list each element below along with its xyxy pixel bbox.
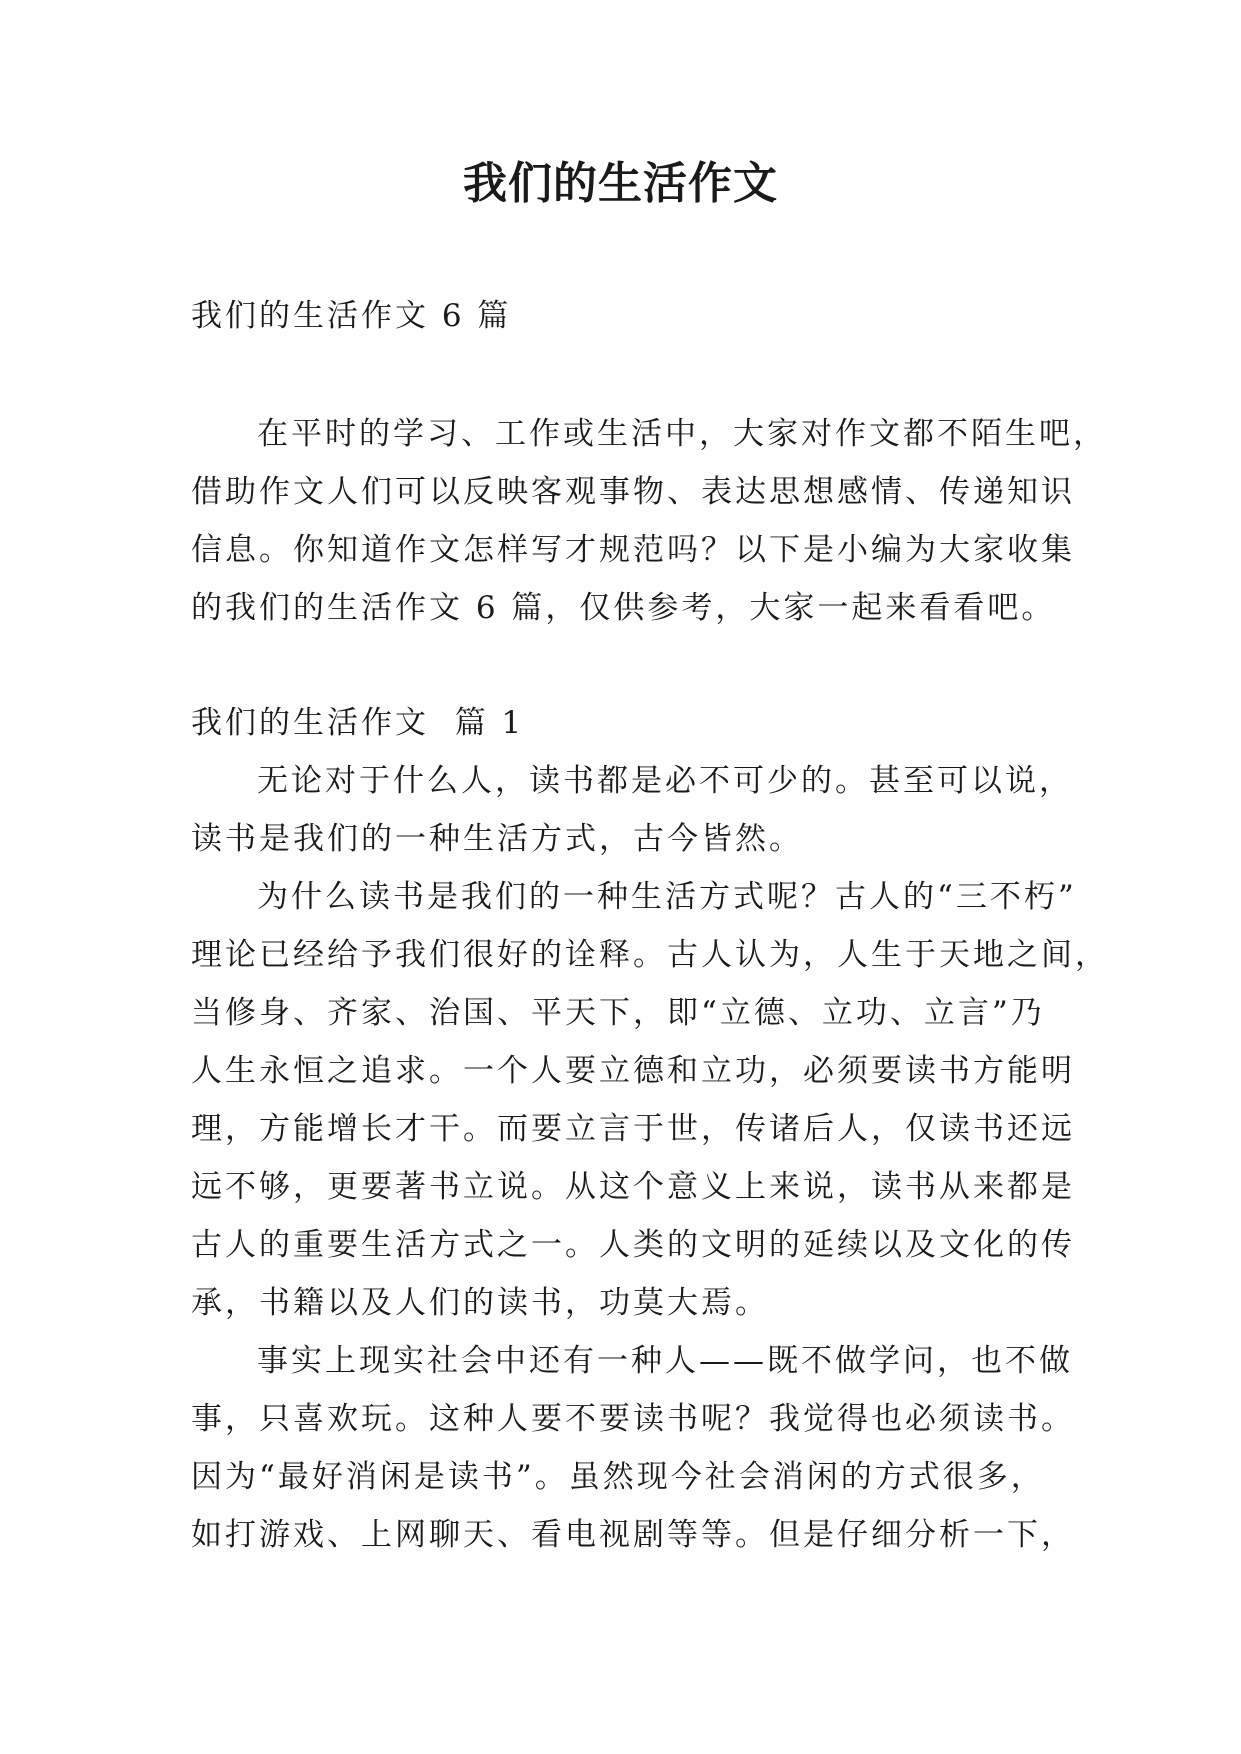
section-heading-text: 我们的生活作文 篇 1 [191, 705, 525, 741]
paragraph-line: 读书是我们的一种生活方式，古今皆然。 [191, 821, 803, 857]
paragraph-line: 事，只喜欢玩。这种人要不要读书呢？我觉得也必须读书。 [191, 1401, 1075, 1437]
paragraph-line: 在平时的学习、工作或生活中，大家对作文都不陌生吧， [257, 416, 1107, 452]
paragraph-line: 事实上现实社会中还有一种人——既不做学问，也不做 [257, 1343, 1073, 1379]
document-subtitle [191, 287, 1061, 345]
paragraph-line: 信息。你知道作文怎样写才规范吗？以下是小编为大家收集 [191, 532, 1075, 568]
paragraph-line: 借助作文人们可以反映客观事物、表达思想感情、传递知识 [191, 474, 1075, 510]
paragraph-line: 古人的重要生活方式之一。人类的文明的延续以及文化的传 [191, 1227, 1075, 1263]
intro-paragraph [191, 405, 1107, 637]
paragraph-line: 承，书籍以及人们的读书，功莫大焉。 [191, 1285, 769, 1321]
paragraph-line: 理论已经给予我们很好的诠释。古人认为，人生于天地之间， [191, 937, 1109, 973]
paragraph-line: 因为“最好消闲是读书”。虽然现今社会消闲的方式很多， [191, 1459, 1045, 1495]
paragraph-line: 如打游戏、上网聊天、看电视剧等等。但是仔细分析一下， [191, 1517, 1075, 1553]
paragraph-line: 人生永恒之追求。一个人要立德和立功，必须要读书方能明 [191, 1053, 1075, 1089]
paragraph-line: 为什么读书是我们的一种生活方式呢？古人的“三不朽” [257, 879, 1077, 915]
section-body [191, 752, 1109, 1564]
paragraph-line: 当修身、齐家、治国、平天下，即“立德、立功、立言”乃 [191, 995, 1045, 1031]
subtitle-line: 我们的生活作文 6 篇 [191, 298, 512, 334]
section-heading [191, 694, 1061, 752]
paragraph-line: 的我们的生活作文 6 篇，仅供参考，大家一起来看看吧。 [191, 590, 1056, 626]
paragraph-line: 理，方能增长才干。而要立言于世，传诸后人，仅读书还远 [191, 1111, 1075, 1147]
paragraph-line: 远不够，更要著书立说。从这个意义上来说，读书从来都是 [191, 1169, 1075, 1205]
document-title: 我们的生活作文 [463, 158, 778, 209]
paragraph-line: 无论对于什么人，读书都是必不可少的。甚至可以说， [257, 763, 1073, 799]
